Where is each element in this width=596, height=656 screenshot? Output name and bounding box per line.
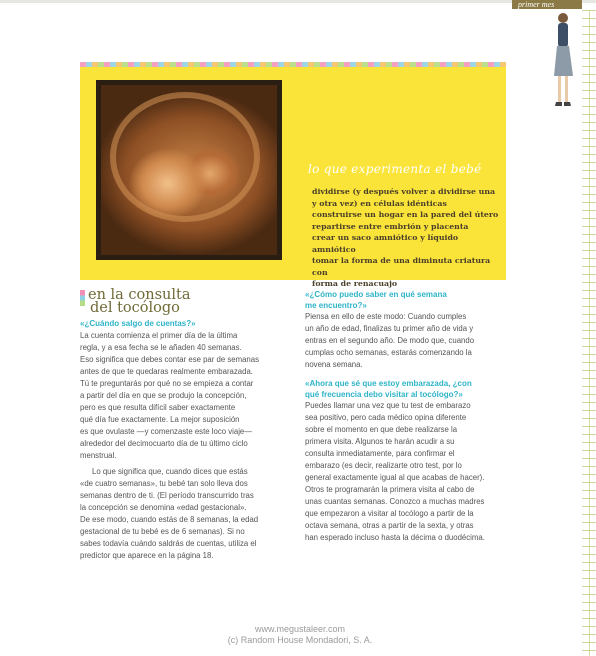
text-line: general exactamente igual al que acabas de hacer). bbox=[305, 473, 485, 482]
question-heading: me encuentro?» bbox=[305, 300, 367, 310]
banner-item: tomar la forma de una diminuta criatura con bbox=[312, 256, 491, 277]
text-line: Piensa en ello de este modo: Cuando cumples bbox=[305, 312, 467, 321]
text-line: sabes todavía cuándo saldrás de cuentas, utiliza el bbox=[80, 538, 257, 548]
text-line: regla, y a esa fecha se le añaden 40 semanas. bbox=[80, 342, 242, 352]
footer-copyright: (c) Random House Mondadori, S. A. bbox=[227, 635, 373, 645]
woman-figure-icon bbox=[546, 8, 580, 112]
text-line: menstrual. bbox=[80, 450, 117, 460]
text-line: que empezaron a visitar al tocólogo a partir de la bbox=[305, 509, 474, 518]
question-heading: «¿Cuándo salgo de cuentas?» bbox=[80, 319, 196, 328]
text-line: gestacional de tu bebé es de 6 semanas). Si no bbox=[80, 526, 245, 536]
text-line: Eso significa que debes contar ese par de semanas bbox=[80, 354, 260, 364]
section-tab: primer mes bbox=[512, 0, 582, 9]
text-line: De ese modo, cuando estás de 8 semanas, la edad bbox=[80, 514, 259, 524]
text-line: predictor que aparece en la página 18. bbox=[80, 550, 214, 560]
photo-ring bbox=[110, 92, 260, 222]
text-line: qué día fue exactamente. La mejor suposición bbox=[80, 414, 240, 424]
banner-item: dividirse (y después volver a dividirse una bbox=[312, 187, 496, 196]
text-line: alrededor del decimocuarto día de tu último ciclo bbox=[80, 438, 248, 448]
text-line: embarazo (es decir, realizarte otro test, por lo bbox=[305, 461, 462, 470]
banner-item: y otra vez) en células idénticas bbox=[312, 198, 447, 208]
text-line: novena semana. bbox=[305, 360, 363, 369]
question-heading: «¿Cómo puedo saber en qué semana bbox=[305, 290, 447, 299]
banner-list bbox=[312, 186, 502, 290]
banner-item: construirse un hogar en la pared del útero bbox=[312, 210, 499, 219]
banner-stripe bbox=[80, 62, 506, 67]
banner-item: forma de renacuajo bbox=[312, 279, 398, 288]
text-line: Otros te programarán la primera visita al cabo de bbox=[305, 485, 475, 494]
text-line: semanas dentro de ti. (El período transcurrido tras bbox=[80, 490, 254, 500]
text-line: es que ovulaste —y comenzaste este loco viaje— bbox=[80, 426, 253, 436]
question-heading: «Ahora que sé que estoy embarazada, ¿con bbox=[305, 379, 472, 388]
text-line: antes de que te quedaras realmente embarazada. bbox=[80, 366, 253, 376]
section-heading bbox=[80, 289, 284, 315]
banner-item: crear un saco amniótico y líquido amniótico bbox=[312, 233, 459, 254]
banner-title: lo que experimenta el bebé bbox=[308, 162, 482, 176]
baby-development-banner bbox=[80, 62, 506, 288]
left-column bbox=[80, 289, 284, 562]
answer-paragraph bbox=[305, 400, 509, 544]
text-line: sea positivo, pero cada médico opina diferente bbox=[305, 413, 467, 422]
heading-line: en la consulta bbox=[88, 287, 191, 303]
answer-paragraph bbox=[80, 466, 284, 562]
page-footer bbox=[200, 624, 400, 646]
ruler-scale bbox=[582, 10, 596, 656]
text-line: La cuenta comienza el primer día de la última bbox=[80, 330, 238, 340]
text-line: sobre el momento en que debe realizarse la bbox=[305, 425, 458, 434]
text-line: Lo que significa que, cuando dices que estás bbox=[92, 466, 248, 476]
question-heading: qué frecuencia debo visitar al tocólogo?» bbox=[305, 389, 463, 399]
text-line: cumplas ocho semanas, estarás comenzando la bbox=[305, 348, 472, 357]
text-line: Tú te preguntarás por qué no se empieza a contar bbox=[80, 378, 254, 388]
banner-item: repartirse entre embrión y placenta bbox=[312, 221, 469, 231]
text-line: un año de edad, finalizas tu primer año de vida y bbox=[305, 324, 474, 333]
text-line: consulta inmediatamente, para confirmar el bbox=[305, 449, 455, 458]
right-column bbox=[305, 290, 509, 544]
heading-marker-icon bbox=[80, 290, 85, 306]
text-line: entras en el segundo año. De modo que, cuando bbox=[305, 336, 475, 345]
text-line: Puedes llamar una vez que tu test de embarazo bbox=[305, 401, 471, 410]
text-line: han esperado incluso hasta la décima o duodécima. bbox=[305, 533, 485, 542]
footer-url: www.megustaleer.com bbox=[254, 624, 346, 634]
text-line: a partir del día en que se produjo la concepción, bbox=[80, 390, 247, 400]
text-line: la concepción se denomina «edad gestacional». bbox=[80, 502, 247, 512]
text-line: «de cuatro semanas», tu bebé tan solo lleva dos bbox=[80, 478, 248, 488]
answer-paragraph bbox=[305, 311, 509, 371]
text-line: primera visita. Algunos te harán acudir a su bbox=[305, 437, 455, 446]
text-line: pero es que resulta difícil saber exactamente bbox=[80, 402, 236, 412]
text-line: octava semana, otras a partir de la sexta, y otras bbox=[305, 521, 474, 530]
answer-paragraph bbox=[80, 330, 284, 462]
heading-line: del tocólogo bbox=[90, 300, 180, 316]
text-line: unas cuantas semanas. Conozco a muchas madres bbox=[305, 497, 485, 506]
top-rule bbox=[0, 0, 596, 3]
